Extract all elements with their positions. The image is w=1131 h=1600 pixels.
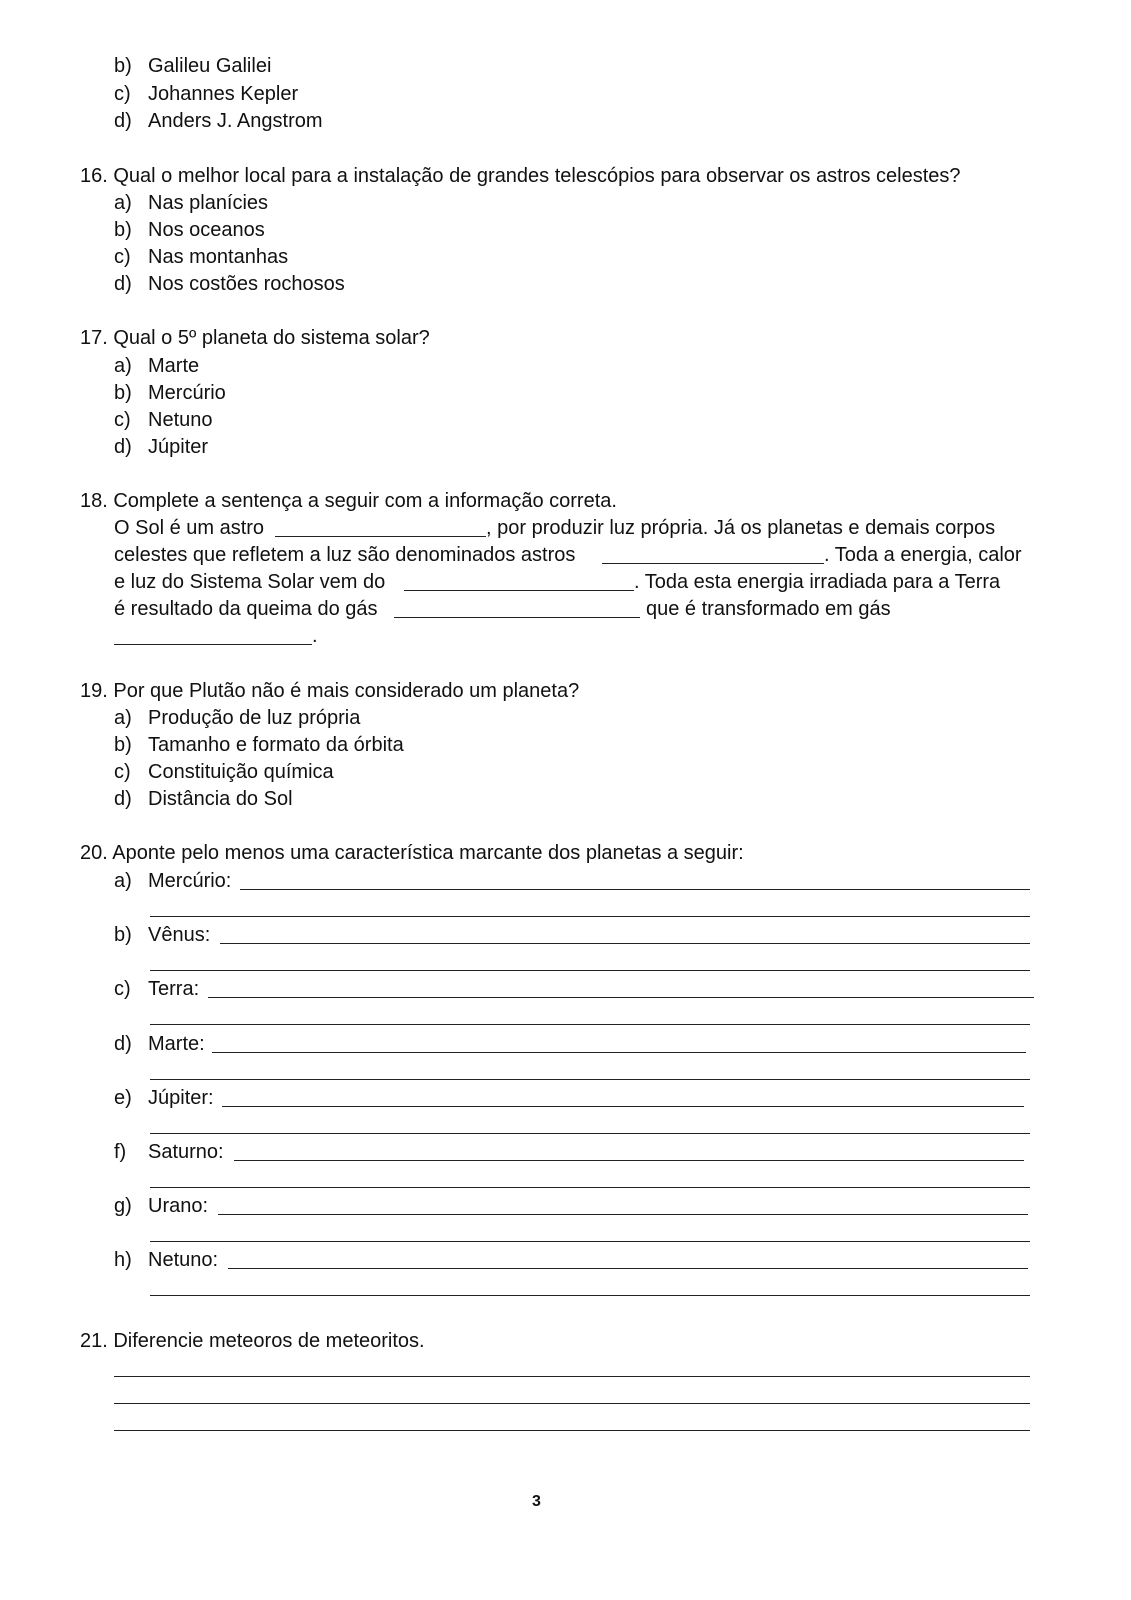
q16-option-b-text: Nos oceanos <box>148 219 265 241</box>
q15-option-d-text: Anders J. Angstrom <box>148 110 323 132</box>
q20-item-e-letter: e) <box>114 1087 132 1109</box>
q19-option-d-letter: d) <box>114 788 132 810</box>
q15-option-d-letter: d) <box>114 110 132 132</box>
q16-option-b-letter: b) <box>114 219 132 241</box>
q18-blank-5[interactable] <box>114 644 312 645</box>
q20-item-g-answer-line-2[interactable] <box>150 1241 1030 1242</box>
q20-item-h-letter: h) <box>114 1249 132 1271</box>
q16-option-a-text: Nas planícies <box>148 192 269 214</box>
q20-item-a-label: Mercúrio: <box>148 870 232 892</box>
q19-option-d-text: Distância do Sol <box>148 788 293 810</box>
q19-option-c-text: Constituição química <box>148 761 334 783</box>
q17-option-d-text: Júpiter <box>148 436 209 458</box>
q18-line3-start: e luz do Sistema Solar vem do <box>114 571 386 593</box>
q20-item-c-answer-line-2[interactable] <box>150 1024 1030 1025</box>
q17-option-a-letter: a) <box>114 355 132 377</box>
q17-option-c-letter: c) <box>114 409 131 431</box>
q20-item-d-answer-line-2[interactable] <box>150 1079 1030 1080</box>
q15-option-b-text: Galileu Galilei <box>148 55 272 77</box>
q18-blank-2[interactable] <box>602 563 824 564</box>
q20-item-h-answer-line-2[interactable] <box>150 1295 1030 1296</box>
q20-item-g-answer-line-1[interactable] <box>218 1214 1028 1215</box>
q15-option-b-letter: b) <box>114 55 132 77</box>
q21-answer-line-1[interactable] <box>114 1376 1030 1377</box>
q20-item-d-label: Marte: <box>148 1033 205 1055</box>
q19-option-a-text: Produção de luz própria <box>148 707 361 729</box>
q20-item-e-answer-line-2[interactable] <box>150 1133 1030 1134</box>
q20-item-h-label: Netuno: <box>148 1249 219 1271</box>
q20-item-e-answer-line-1[interactable] <box>222 1106 1024 1107</box>
q19-option-c-letter: c) <box>114 761 131 783</box>
q21-answer-line-2[interactable] <box>114 1403 1030 1404</box>
q20-item-a-answer-line-1[interactable] <box>240 889 1030 890</box>
q20-item-c-letter: c) <box>114 978 131 1000</box>
q16-option-d-text: Nos costões rochosos <box>148 273 345 295</box>
q17-option-c-text: Netuno <box>148 409 213 431</box>
q20-item-a-answer-line-2[interactable] <box>150 916 1030 917</box>
q20-item-f-answer-line-2[interactable] <box>150 1187 1030 1188</box>
q20-item-h-answer-line-1[interactable] <box>228 1268 1028 1269</box>
q20-item-a-letter: a) <box>114 870 132 892</box>
q20-item-d-letter: d) <box>114 1033 132 1055</box>
q18-blank-1[interactable] <box>275 536 486 537</box>
q20-item-b-label: Vênus: <box>148 924 211 946</box>
q17-question: 17. Qual o 5º planeta do sistema solar? <box>80 327 430 349</box>
q18-line4-end: que é transformado em gás <box>646 598 891 620</box>
q20-item-f-answer-line-1[interactable] <box>234 1160 1024 1161</box>
q21-question: 21. Diferencie meteoros de meteoritos. <box>80 1330 425 1352</box>
q16-option-c-text: Nas montanhas <box>148 246 289 268</box>
q19-question: 19. Por que Plutão não é mais considerado um planeta? <box>80 680 580 702</box>
q21-answer-line-3[interactable] <box>114 1430 1030 1431</box>
q18-blank-4[interactable] <box>394 617 640 618</box>
q16-option-a-letter: a) <box>114 192 132 214</box>
q19-option-b-letter: b) <box>114 734 132 756</box>
q17-option-b-letter: b) <box>114 382 132 404</box>
q17-option-a-text: Marte <box>148 355 200 377</box>
q18-blank-3[interactable] <box>404 590 634 591</box>
page-number: 3 <box>532 1493 541 1510</box>
q20-question: 20. Aponte pelo menos uma característica marcante dos planetas a seguir: <box>80 842 744 864</box>
q20-item-e-label: Júpiter: <box>148 1087 214 1109</box>
q20-item-b-answer-line-2[interactable] <box>150 970 1030 971</box>
q16-option-c-letter: c) <box>114 246 131 268</box>
q18-line1-end: , por produzir luz própria. Já os planetas e demais corpos <box>486 517 996 539</box>
q15-option-c-letter: c) <box>114 83 131 105</box>
q20-item-c-answer-line-1[interactable] <box>208 997 1034 998</box>
q18-line4-start: é resultado da queima do gás <box>114 598 378 620</box>
q16-option-d-letter: d) <box>114 273 132 295</box>
q20-item-g-label: Urano: <box>148 1195 209 1217</box>
q18-line5-end: . <box>312 625 318 647</box>
q18-line1-start: O Sol é um astro <box>114 517 265 539</box>
q18-question: 18. Complete a sentença a seguir com a informação correta. <box>80 490 617 512</box>
q19-option-a-letter: a) <box>114 707 132 729</box>
q20-item-b-letter: b) <box>114 924 132 946</box>
q17-option-b-text: Mercúrio <box>148 382 226 404</box>
q15-option-c-text: Johannes Kepler <box>148 83 299 105</box>
q18-line2-start: celestes que refletem a luz são denominados astros <box>114 544 576 566</box>
q20-item-c-label: Terra: <box>148 978 200 1000</box>
q18-line3-end: . Toda esta energia irradiada para a Terra <box>634 571 1001 593</box>
q20-item-d-answer-line-1[interactable] <box>212 1052 1026 1053</box>
q20-item-g-letter: g) <box>114 1195 132 1217</box>
q20-item-f-label: Saturno: <box>148 1141 224 1163</box>
q18-line2-end: . Toda a energia, calor <box>824 544 1022 566</box>
q16-question: 16. Qual o melhor local para a instalação de grandes telescópios para observar os astros celestes? <box>80 165 961 187</box>
q17-option-d-letter: d) <box>114 436 132 458</box>
q19-option-b-text: Tamanho e formato da órbita <box>148 734 404 756</box>
q20-item-b-answer-line-1[interactable] <box>220 943 1030 944</box>
q20-item-f-letter: f) <box>114 1141 127 1163</box>
